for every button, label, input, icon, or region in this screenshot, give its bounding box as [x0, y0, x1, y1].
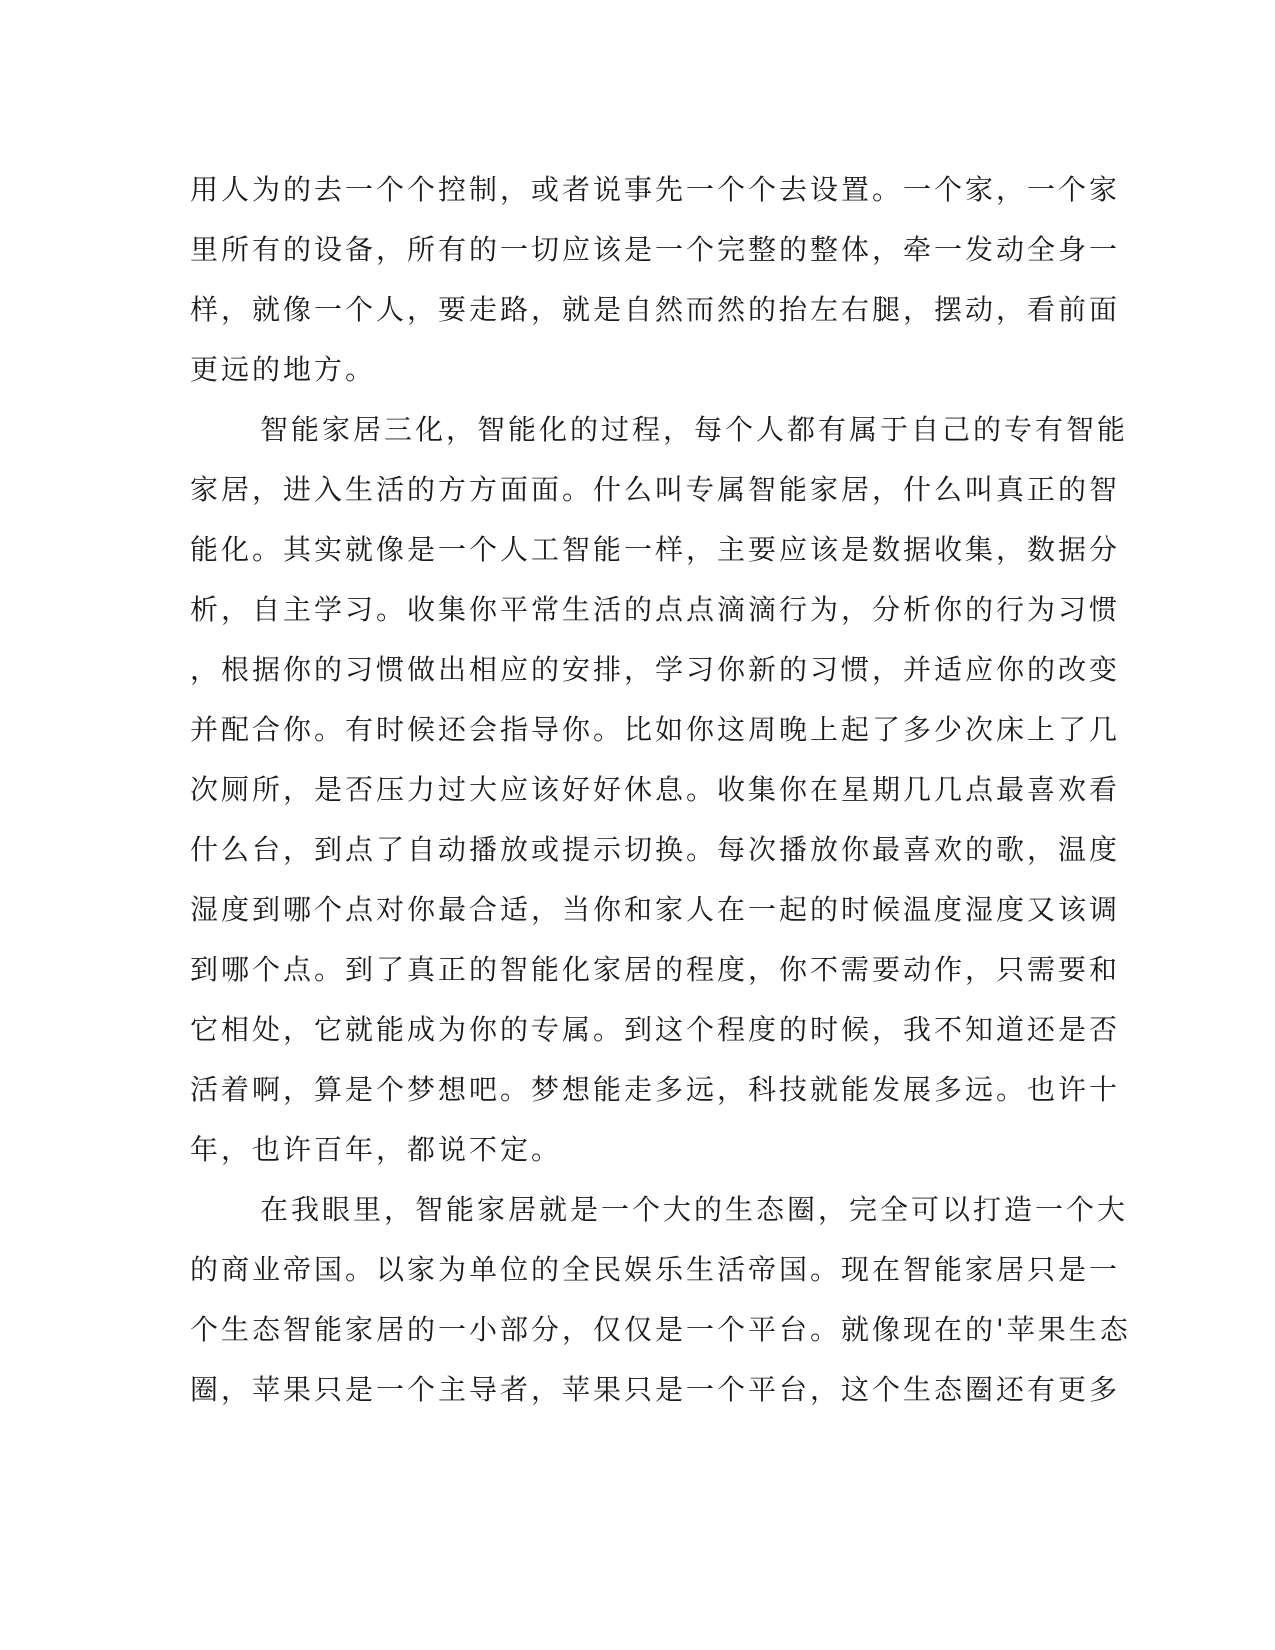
- paragraph-1: [190, 160, 1121, 400]
- text-line: 个生态智能家居的一小部分，仅仅是一个平台。就像现在的'苹果生态: [190, 1313, 1131, 1346]
- paragraph-2: [190, 400, 1129, 1180]
- text-line: 并配合你。有时候还会指导你。比如你这周晚上起了多少次床上了几: [190, 713, 1121, 746]
- text-line: 活着啊，算是个梦想吧。梦想能走多远，科技就能发展多远。也许十: [190, 1073, 1121, 1106]
- text-line: 到哪个点。到了真正的智能化家居的程度，你不需要动作，只需要和: [190, 953, 1121, 986]
- text-line: 圈，苹果只是一个主导者，苹果只是一个平台，这个生态圈还有更多: [190, 1373, 1121, 1406]
- text-line: 次厕所，是否压力过大应该好好休息。收集你在星期几几点最喜欢看: [190, 773, 1121, 806]
- text-line: 家居，进入生活的方方面面。什么叫专属智能家居，什么叫真正的智: [190, 473, 1121, 506]
- text-line: 更远的地方。: [190, 353, 377, 386]
- text-line: 年，也许百年，都说不定。: [190, 1133, 563, 1166]
- text-line: 在我眼里，智能家居就是一个大的生态圈，完全可以打造一个大: [260, 1193, 1129, 1226]
- text-line: 的商业帝国。以家为单位的全民娱乐生活帝国。现在智能家居只是一: [190, 1253, 1121, 1286]
- paragraph-3: [190, 1180, 1131, 1420]
- text-line: 什么台，到点了自动播放或提示切换。每次播放你最喜欢的歌，温度: [190, 833, 1121, 866]
- text-line: 湿度到哪个点对你最合适，当你和家人在一起的时候温度湿度又该调: [190, 893, 1121, 926]
- text-line: ，根据你的习惯做出相应的安排，学习你新的习惯，并适应你的改变: [190, 653, 1121, 686]
- text-line: 里所有的设备，所有的一切应该是一个完整的整体，牵一发动全身一: [190, 233, 1121, 266]
- text-line: 它相处，它就能成为你的专属。到这个程度的时候，我不知道还是否: [190, 1013, 1121, 1046]
- text-line: 用人为的去一个个控制，或者说事先一个个去设置。一个家，一个家: [190, 173, 1121, 206]
- text-line: 析，自主学习。收集你平常生活的点点滴滴行为，分析你的行为习惯: [190, 593, 1121, 626]
- text-line: 能化。其实就像是一个人工智能一样，主要应该是数据收集，数据分: [190, 533, 1121, 566]
- text-line: 样，就像一个人，要走路，就是自然而然的抬左右腿，摆动，看前面: [190, 293, 1121, 326]
- body-text: [190, 160, 1131, 1420]
- text-line: 智能家居三化，智能化的过程，每个人都有属于自己的专有智能: [260, 413, 1129, 446]
